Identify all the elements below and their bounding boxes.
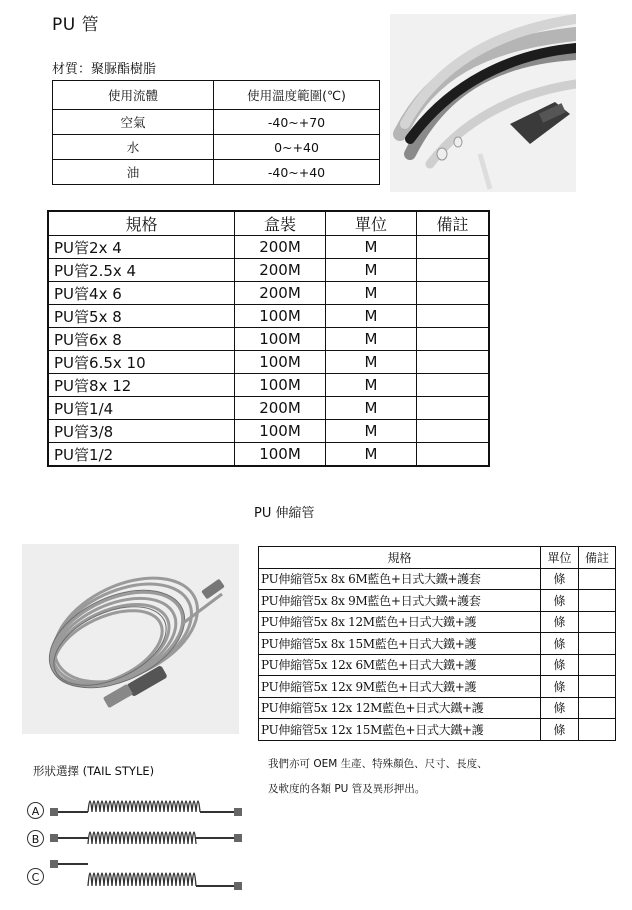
table-cell: 200M (235, 259, 326, 282)
table-cell: PU伸縮管5x 8x 15M藍色+日式大鐵+護 (259, 633, 541, 655)
material-label: 材質：聚脲酯樹脂 (52, 62, 157, 77)
table-cell: M (326, 305, 417, 328)
option-letter: A (27, 802, 44, 819)
table-cell: 200M (235, 282, 326, 305)
table-cell: PU管2x 4 (48, 236, 235, 259)
table-row (48, 397, 489, 420)
table-cell: 條 (541, 654, 579, 676)
table-cell (579, 719, 616, 741)
table-cell (579, 590, 616, 612)
table-cell (417, 305, 490, 328)
table-cell: PU伸縮管5x 8x 6M藍色+日式大鐵+護套 (259, 568, 541, 590)
table-cell: PU管3/8 (48, 420, 235, 443)
table-cell: PU伸縮管5x 8x 12M藍色+日式大鐵+護 (259, 611, 541, 633)
table-cell: PU管6.5x 10 (48, 351, 235, 374)
table-cell: M (326, 282, 417, 305)
table-cell (417, 351, 490, 374)
table-cell: 100M (235, 351, 326, 374)
table-cell: M (326, 259, 417, 282)
table-row (259, 590, 616, 612)
table-cell: M (326, 374, 417, 397)
header-cell: 盒裝 (235, 211, 326, 236)
header-cell: 使用溫度範圍(℃) (214, 81, 380, 110)
table-cell: M (326, 351, 417, 374)
header-cell: 備註 (579, 547, 616, 569)
table-cell: PU伸縮管5x 12x 9M藍色+日式大鐵+護 (259, 676, 541, 698)
table-cell: 條 (541, 568, 579, 590)
tail-style-title: 形狀選擇 (TAIL STYLE) (33, 764, 155, 778)
header-cell: 單位 (541, 547, 579, 569)
table-row (259, 697, 616, 719)
table-cell (579, 697, 616, 719)
option-letter: C (27, 868, 44, 885)
table-cell: 100M (235, 305, 326, 328)
table-cell: 200M (235, 397, 326, 420)
table-cell: PU管1/2 (48, 443, 235, 467)
table-cell (417, 443, 490, 467)
table-header-row (48, 211, 489, 236)
table-header-row (53, 81, 380, 110)
table-row (48, 420, 489, 443)
table-cell: 條 (541, 697, 579, 719)
table-row (48, 305, 489, 328)
table-cell (579, 654, 616, 676)
table-cell: PU伸縮管5x 8x 9M藍色+日式大鐵+護套 (259, 590, 541, 612)
header-cell: 規格 (48, 211, 235, 236)
table-cell (417, 236, 490, 259)
pu-tube-spec-table (47, 210, 490, 467)
table-row (259, 719, 616, 741)
table-cell: 油 (53, 160, 214, 185)
oem-note-line-2: 及軟度的各類 PU 管及異形押出。 (268, 783, 426, 795)
table-row (48, 328, 489, 351)
table-cell: 條 (541, 719, 579, 741)
table-row (259, 568, 616, 590)
table-cell: 水 (53, 135, 214, 160)
header-cell: 備註 (417, 211, 490, 236)
table-cell: 條 (541, 633, 579, 655)
table-cell (579, 611, 616, 633)
page-title: PU 管 (52, 15, 100, 35)
table-cell: PU伸縮管5x 12x 12M藍色+日式大鐵+護 (259, 697, 541, 719)
table-row (48, 282, 489, 305)
table-cell (417, 259, 490, 282)
table-row (53, 110, 380, 135)
header-cell: 使用流體 (53, 81, 214, 110)
table-row (259, 611, 616, 633)
table-cell: -40~+70 (214, 110, 380, 135)
table-cell (579, 676, 616, 698)
table-row (53, 135, 380, 160)
table-row (48, 351, 489, 374)
table-cell: 100M (235, 420, 326, 443)
table-cell: PU管6x 8 (48, 328, 235, 351)
table-cell (579, 568, 616, 590)
table-cell: PU伸縮管5x 12x 15M藍色+日式大鐵+護 (259, 719, 541, 741)
table-cell: 100M (235, 443, 326, 467)
table-cell: M (326, 443, 417, 467)
table-row (48, 236, 489, 259)
coil-tail-c-icon (48, 852, 248, 894)
table-cell: 100M (235, 374, 326, 397)
fluid-temperature-table (52, 80, 380, 185)
table-cell: PU管2.5x 4 (48, 259, 235, 282)
table-cell (417, 397, 490, 420)
coil-tail-b-icon (48, 814, 248, 854)
table-cell: -40~+40 (214, 160, 380, 185)
option-letter: B (27, 830, 44, 847)
header-cell: 單位 (326, 211, 417, 236)
table-cell (579, 633, 616, 655)
table-row (48, 259, 489, 282)
table-cell: PU管4x 6 (48, 282, 235, 305)
table-row (259, 633, 616, 655)
table-header-row (259, 547, 616, 569)
pu-tube-photo (390, 14, 576, 192)
table-row (259, 654, 616, 676)
table-cell: PU伸縮管5x 12x 6M藍色+日式大鐵+護 (259, 654, 541, 676)
table-cell: PU管5x 8 (48, 305, 235, 328)
table-cell: 200M (235, 236, 326, 259)
table-cell (417, 282, 490, 305)
coil-hose-spec-table (258, 546, 616, 741)
table-cell: 100M (235, 328, 326, 351)
table-row (259, 676, 616, 698)
table-cell: PU管8x 12 (48, 374, 235, 397)
table-cell: M (326, 236, 417, 259)
table-cell: 空氣 (53, 110, 214, 135)
header-cell: 規格 (259, 547, 541, 569)
table-cell: 條 (541, 611, 579, 633)
table-row (48, 443, 489, 467)
table-cell: PU管1/4 (48, 397, 235, 420)
table-cell: 0~+40 (214, 135, 380, 160)
oem-note-line-1: 我們亦可 OEM 生產、特殊顏色、尺寸、長度、 (268, 758, 488, 770)
table-cell: 條 (541, 676, 579, 698)
table-cell (417, 328, 490, 351)
table-cell (417, 420, 490, 443)
table-cell: M (326, 420, 417, 443)
table-cell: 條 (541, 590, 579, 612)
table-row (48, 374, 489, 397)
table-row (53, 160, 380, 185)
coil-hose-photo (22, 544, 239, 734)
section-title: PU 伸縮管 (254, 506, 315, 521)
table-cell: M (326, 328, 417, 351)
table-cell (417, 374, 490, 397)
table-cell: M (326, 397, 417, 420)
